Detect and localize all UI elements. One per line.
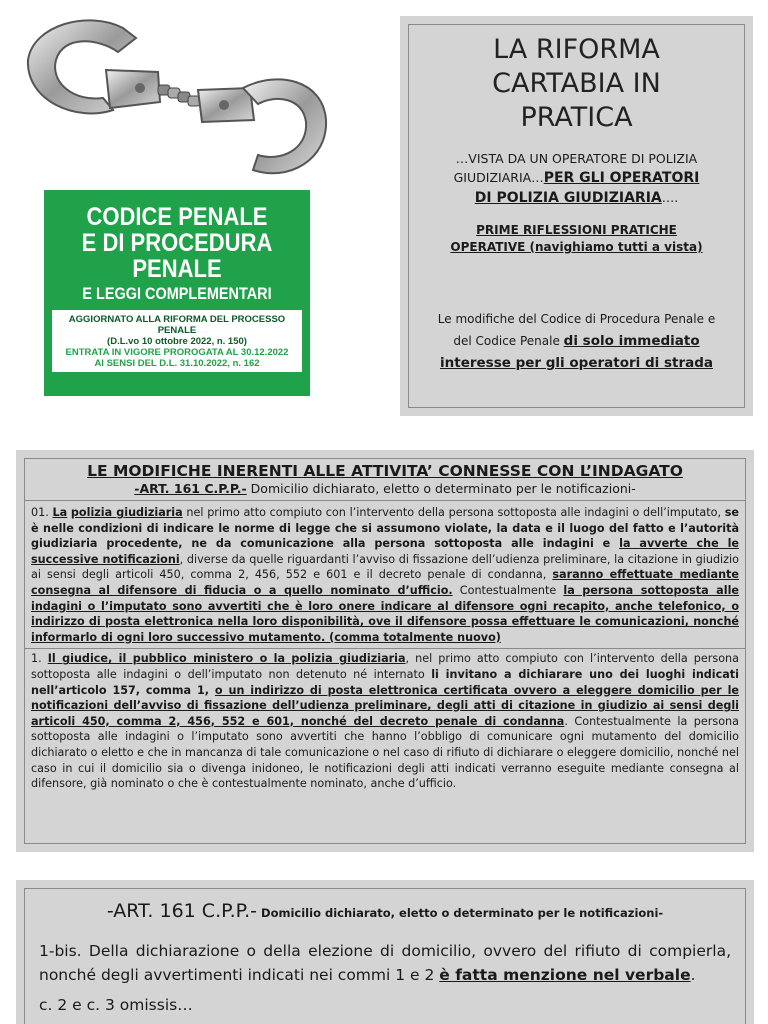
para-text: la persona sottoposta alle indagini o l’imputato sono avvertiti che è loro onere indicare al difensore ogni recapito, anche telefonico, o indirizzo di posta elettronica nella loro disponibilità, ove il difensore possa effettuare le comunicazioni, nonché informarlo di ogni loro successivo mutamento. (comma totalmente nuovo) — [31, 583, 739, 644]
title-line2: CARTABIA IN — [492, 68, 661, 99]
title-card — [400, 16, 753, 416]
changes-line2 — [409, 330, 744, 352]
changes-text-b: del Codice Penale — [453, 334, 564, 348]
para-text: la avverte che le successive notificazioni — [31, 537, 739, 566]
changes-line3: interesse per gli operatori di strada — [440, 355, 713, 371]
subtitle-text-d: DI POLIZIA GIUDIZIARIA — [474, 190, 662, 206]
article-description: Domicilio dichiarato, eletto o determinato per le notificazioni- — [246, 481, 636, 496]
changes-note — [409, 308, 744, 374]
cover-box-line1: AGGIORNATO ALLA RIFORMA DEL PROCESSO PENALE — [68, 314, 286, 336]
subtitle-text-e: …. — [661, 190, 679, 205]
para-text: , nel primo atto compiuto con l’intervento della persona sottoposta alle indagini o dell’imputato non detenuto né internato — [31, 652, 739, 681]
modifications-panel — [16, 450, 754, 852]
para-text: o un indirizzo di posta elettronica certificata ovvero a eleggere domicilio per le notificazioni dell’avviso di fissazione dell’udienza preliminare, degli atti di citazione in giudizio ai sensi degli articoli 450, comma 2, 456, 552 e 601, nonché del decreto penale di condanna — [31, 683, 739, 728]
divider — [25, 648, 745, 649]
para-text: . — [690, 966, 696, 984]
panel-heading: LE MODIFICHE INERENTI ALLE ATTIVITA’ CONNESSE CON L’INDAGATO — [87, 462, 683, 480]
bottom-article-description: Domicilio dichiarato, eletto o determinato per le notificazioni- — [257, 906, 664, 920]
para-text: Il giudice, il pubblico ministero o la polizia giudiziaria — [47, 652, 406, 666]
cover-box-line2: (D.L.vo 10 ottobre 2022, n. 150) — [107, 336, 247, 347]
title-line1: LA RIFORMA — [493, 34, 660, 65]
paragraph-comma-1 — [25, 651, 745, 791]
para-text: è fatta menzione nel verbale — [439, 966, 691, 984]
reflections-line1: PRIME RIFLESSIONI PRATICHE — [476, 223, 677, 237]
cover-subtitle: E LEGGI COMPLEMENTARI — [82, 284, 272, 303]
changes-text-c: di solo immediato — [563, 333, 700, 349]
para-text: , diverse da quelle riguardanti l’avviso di fissazione dell’udienza preliminare, la citazione in giudizio ai sensi degli articoli 450, comma 2, 456, 552 e 601 e il decreto penale di condanna, — [31, 552, 739, 582]
para-text: La — [52, 506, 68, 519]
page-title — [409, 33, 744, 135]
cover-title-line1: CODICE PENALE — [86, 203, 268, 231]
title-line3: PRATICA — [520, 102, 633, 133]
divider — [25, 500, 745, 501]
reflections-note — [409, 222, 744, 256]
bottom-article-line — [25, 899, 745, 925]
cover-title-line3: PENALE — [132, 255, 222, 283]
subtitle-text-b: GIUDIZIARIA… — [453, 170, 544, 185]
para-text: polizia giudiziaria — [70, 506, 183, 519]
subtitle-text-c: PER GLI OPERATORI — [543, 170, 700, 186]
bottom-panel — [16, 880, 754, 1024]
cover-update-box — [52, 310, 302, 372]
para-text: 1-bis. Della dichiarazione o della elezione di domicilio, ovvero del rifiuto di compierla, nonché degli avvertimenti indicati nei commi 1 e 2 — [39, 942, 731, 984]
subtitle-line1: …VISTA DA UN OPERATORE DI POLIZIA — [455, 151, 698, 166]
paragraph-comma-01 — [25, 505, 745, 645]
paragraph-comma-1-bis — [25, 939, 745, 987]
para-text: . Contestualmente la persona sottoposta alle indagini o l’imputato sono avvertiti che hanno l’obbligo di comunicare ogni mutamento del domicilio dichiarato o eletto e che in mancanza di tale comunicazione o nel caso di rifiuto di dichiarare o eleggere domicilio, nonché nel caso in cui il domicilio sia o divenga inidoneo, le notificazioni degli atti indicati verranno eseguite mediante consegna al difensore, già nominato o che è contestualmente nominato, anche d’ufficio. — [31, 714, 739, 791]
para-text: li invitano a dichiarare uno dei luoghi indicati nell’articolo 157, comma 1, — [31, 667, 739, 697]
para-number: 01. — [31, 506, 53, 519]
bottom-article-label: -ART. 161 C.P.P.- — [106, 900, 258, 922]
article-label: -ART. 161 C.P.P.- — [134, 481, 247, 496]
cover-box-line3: ENTRATA IN VIGORE PROROGATA AL 30.12.2022 — [65, 347, 289, 358]
subtitle — [409, 149, 744, 208]
book-cover-image — [44, 190, 310, 396]
para-number: 1. — [31, 652, 48, 666]
omissis-note: c. 2 e c. 3 omissis… — [39, 996, 193, 1014]
para-text: se è nelle condizioni di indicare le norme di legge che si assumono violate, la data e il luogo del fatto e l’autorità giudiziaria procedente, ne da comunicazione alla persona sottoposta alle indagini e — [31, 506, 739, 551]
para-text: saranno effettuate mediante consegna al difensore di fiducia o a quello nominato d’ufficio. — [31, 568, 739, 597]
subtitle-line2 — [409, 168, 744, 188]
para-text: nel primo atto compiuto con l’intervento della persona sottoposta alle indagini o dell’imputato, — [182, 506, 725, 519]
para-text: Contestualmente — [452, 583, 564, 597]
cover-title-line2: E DI PROCEDURA — [81, 229, 273, 257]
cover-box-line4: AI SENSI DEL D.L. 31.10.2022, n. 162 — [94, 358, 260, 369]
article-line — [25, 481, 745, 497]
reflections-line2: OPERATIVE (navighiamo tutti a vista) — [450, 240, 703, 254]
handcuffs-image — [18, 10, 333, 185]
subtitle-line3 — [409, 188, 744, 208]
changes-line1: Le modifiche del Codice di Procedura Penale e — [437, 312, 716, 326]
